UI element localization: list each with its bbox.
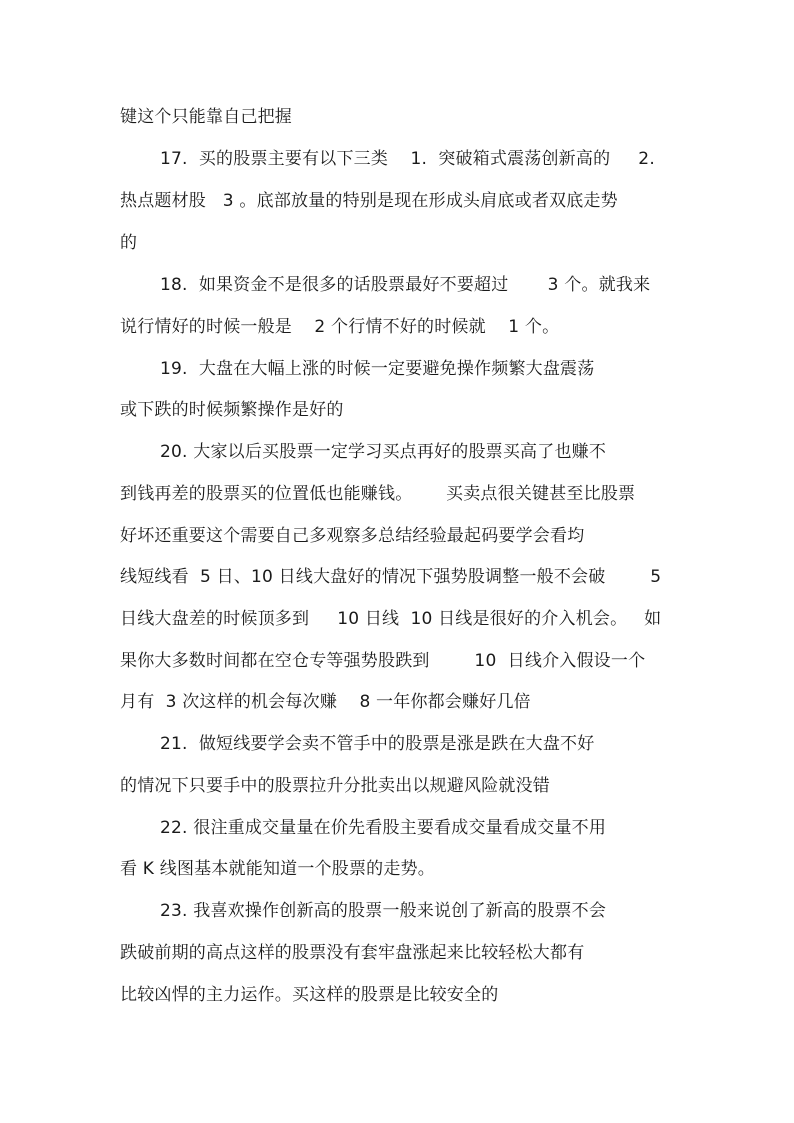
text-line: 果你大多数时间都在空仓专等强势股跌到 10 日线介入假设一个 — [120, 651, 646, 671]
text-line: 跌破前期的高点这样的股票没有套牢盘涨起来比较轻松大都有 — [120, 943, 585, 963]
text-line: 的情况下只要手中的股票拉升分批卖出以规避风险就没错 — [120, 776, 550, 796]
text-line: 热点题材股 3 。底部放量的特别是现在形成头肩底或者双底走势 — [120, 191, 618, 211]
text-line: 到钱再差的股票买的位置低也能赚钱。 买卖点很关键甚至比股票 — [120, 484, 636, 504]
text-line: 20. 大家以后买股票一定学习买点再好的股票买高了也赚不 — [160, 442, 607, 462]
text-line: 月有 3 次这样的机会每次赚 8 一年你都会赚好几倍 — [120, 692, 531, 712]
text-line: 键这个只能靠自己把握 — [120, 107, 292, 127]
text-line: 17. 买的股票主要有以下三类 1. 突破箱式震荡创新高的 2. — [160, 149, 655, 169]
text-line: 21. 做短线要学会卖不管手中的股票是涨是跌在大盘不好 — [160, 734, 595, 754]
text-line: 的 — [120, 233, 138, 253]
text-line: 23. 我喜欢操作创新高的股票一般来说创了新高的股票不会 — [160, 901, 607, 921]
text-line: 日线大盘差的时候顶多到 10 日线 10 日线是很好的介入机会。 如 — [120, 609, 662, 629]
text-line: 19. 大盘在大幅上涨的时候一定要避免操作频繁大盘震荡 — [160, 359, 595, 379]
text-line: 说行情好的时候一般是 2 个行情不好的时候就 1 个。 — [120, 317, 560, 337]
text-line: 22. 很注重成交量量在价先看股主要看成交量看成交量不用 — [160, 818, 607, 838]
text-line: 线短线看 5 日、10 日线大盘好的情况下强势股调整一般不会破 5 — [120, 567, 662, 587]
text-line: 看 K 线图基本就能知道一个股票的走势。 — [120, 859, 435, 879]
text-line: 或下跌的时候频繁操作是好的 — [120, 400, 344, 420]
text-line: 比较凶悍的主力运作。买这样的股票是比较安全的 — [120, 985, 499, 1005]
text-line: 18. 如果资金不是很多的话股票最好不要超过 3 个。就我来 — [160, 275, 651, 295]
text-line: 好坏还重要这个需要自己多观察多总结经验最起码要学会看均 — [120, 526, 585, 546]
